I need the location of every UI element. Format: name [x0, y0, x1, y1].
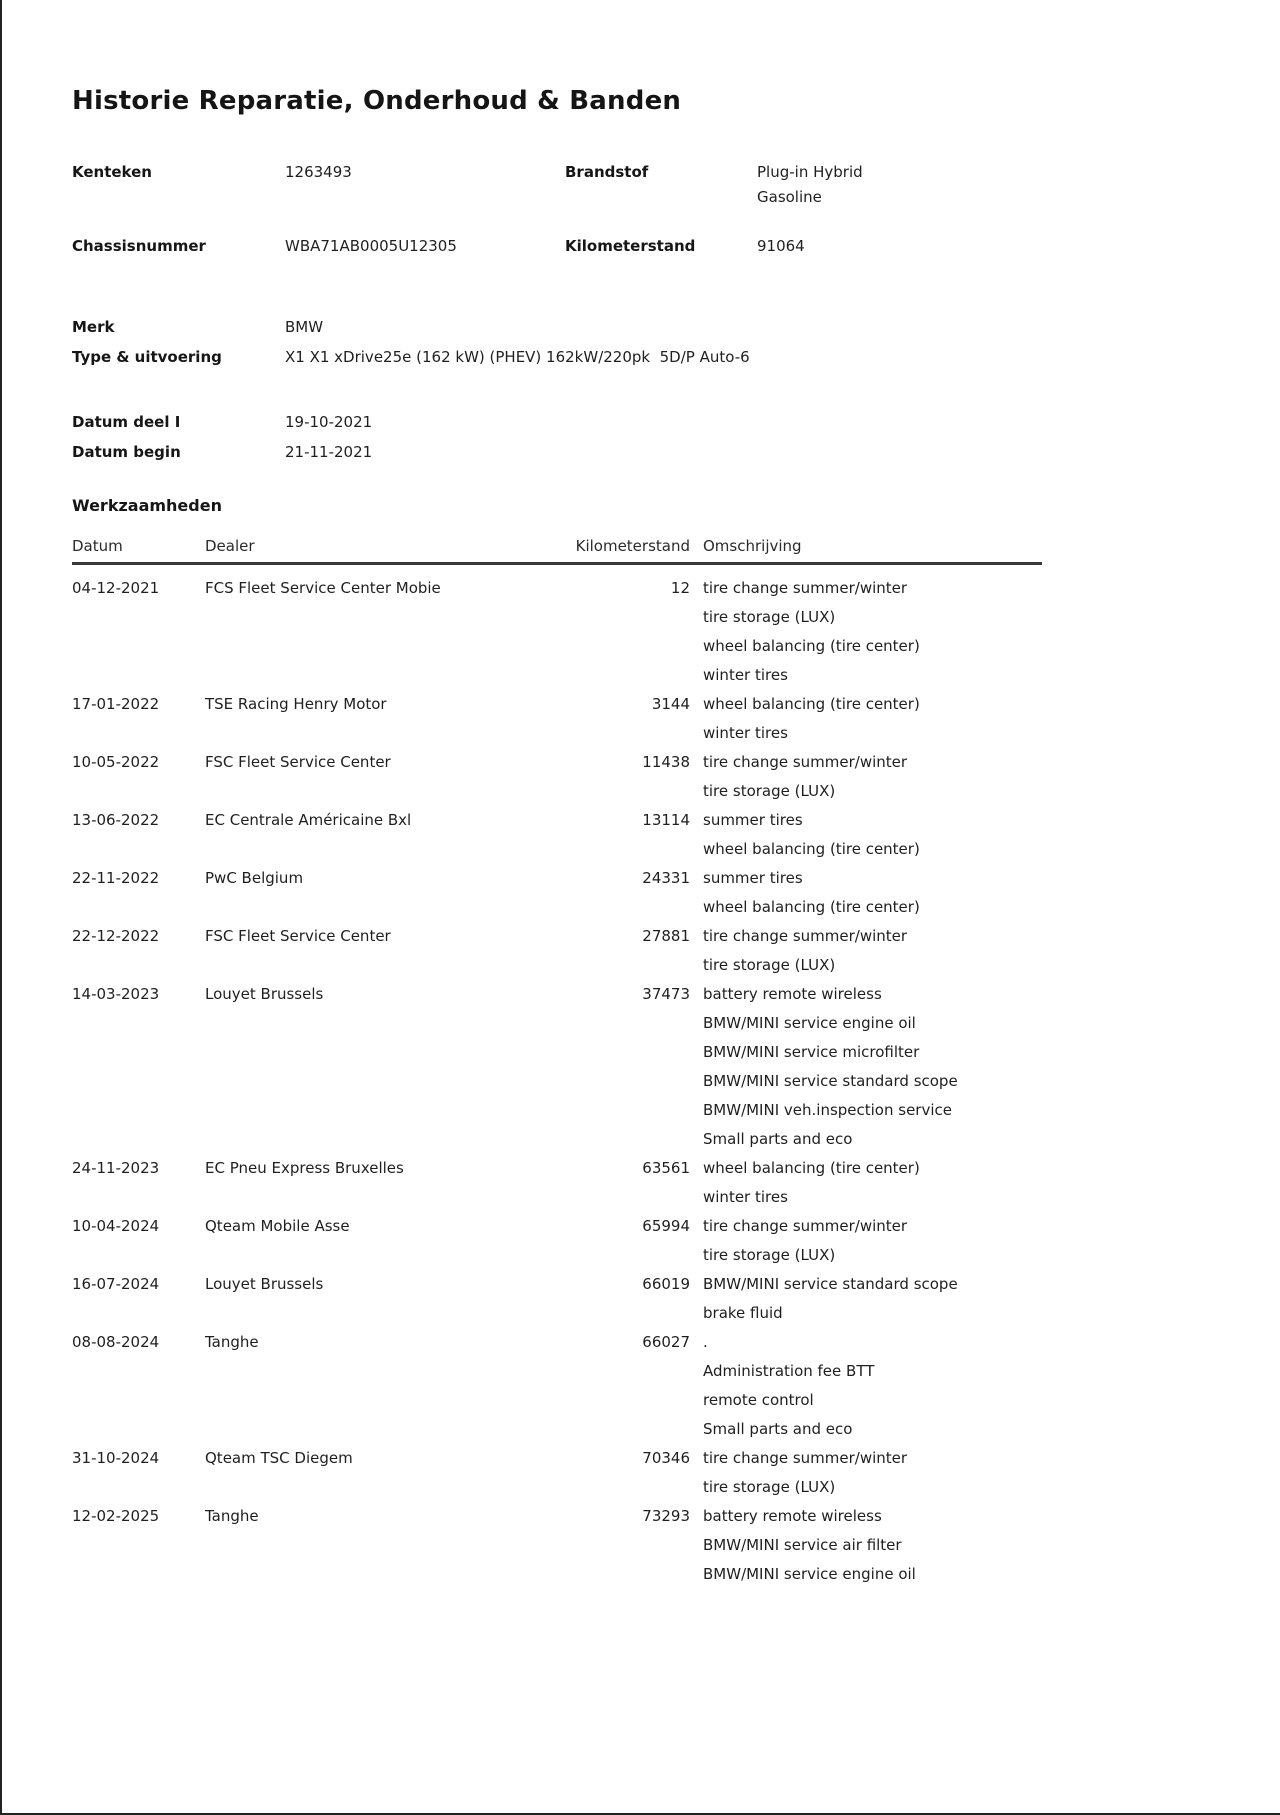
row-kilometerstand: 3144	[651, 695, 690, 713]
row-kilometerstand: 63561	[642, 1159, 690, 1177]
description-line: tire change summer/winter	[703, 753, 908, 771]
kilometerstand-value: 91064	[757, 237, 805, 255]
brandstof-label: Brandstof	[565, 163, 649, 181]
row-descriptions	[690, 1270, 1042, 1328]
row-descriptions	[690, 980, 1042, 1154]
row-kilometerstand: 65994	[642, 1217, 690, 1235]
table-row	[72, 1212, 1042, 1270]
table-row	[72, 1444, 1042, 1502]
row-date: 22-11-2022	[72, 869, 160, 887]
row-dealer: Louyet Brussels	[205, 1275, 324, 1293]
row-dealer: Qteam TSC Diegem	[205, 1449, 353, 1467]
description-line: tire change summer/winter	[703, 579, 908, 597]
description-line: summer tires	[703, 869, 803, 887]
row-descriptions	[690, 922, 1042, 980]
table-row	[72, 690, 1042, 748]
row-descriptions	[690, 690, 1042, 748]
row-kilometerstand: 37473	[642, 985, 690, 1003]
row-dealer: EC Centrale Américaine Bxl	[205, 811, 412, 829]
table-row	[72, 806, 1042, 864]
column-header-kilometerstand: Kilometerstand	[575, 537, 690, 555]
merk-value: BMW	[285, 318, 324, 336]
table-row	[72, 980, 1042, 1154]
row-kilometerstand: 27881	[642, 927, 690, 945]
description-line: tire change summer/winter	[703, 1217, 908, 1235]
row-date: 16-07-2024	[72, 1275, 160, 1293]
row-dealer: FSC Fleet Service Center	[205, 927, 391, 945]
row-dealer: FSC Fleet Service Center	[205, 753, 391, 771]
description-line: winter tires	[703, 724, 788, 742]
kenteken-label: Kenteken	[72, 163, 152, 181]
description-line: BMW/MINI service standard scope	[703, 1275, 958, 1293]
werkzaamheden-table	[72, 537, 1042, 1589]
description-line: Small parts and eco	[703, 1130, 853, 1148]
page-title: Historie Reparatie, Onderhoud & Banden	[72, 86, 682, 116]
chassisnummer-value: WBA71AB0005U12305	[285, 237, 457, 255]
row-descriptions	[690, 1502, 1042, 1589]
row-date: 08-08-2024	[72, 1333, 160, 1351]
description-line: summer tires	[703, 811, 803, 829]
table-row	[72, 922, 1042, 980]
row-descriptions	[690, 574, 1042, 690]
row-dealer: Tanghe	[205, 1333, 259, 1351]
table-header-row	[72, 537, 1042, 565]
datum-deel-label: Datum deel I	[72, 413, 181, 431]
row-kilometerstand: 13114	[642, 811, 690, 829]
description-line: Administration fee BTT	[703, 1362, 875, 1380]
description-line: BMW/MINI service air filter	[703, 1536, 902, 1554]
kilometerstand-label: Kilometerstand	[565, 237, 696, 255]
description-line: Small parts and eco	[703, 1420, 853, 1438]
vehicle-info-grid	[72, 160, 1210, 283]
row-date: 04-12-2021	[72, 579, 160, 597]
brandstof-value: Plug-in Hybrid Gasoline	[757, 163, 863, 206]
row-descriptions	[690, 806, 1042, 864]
table-body	[72, 565, 1042, 1589]
chassisnummer-label: Chassisnummer	[72, 237, 206, 255]
row-date: 13-06-2022	[72, 811, 160, 829]
table-row	[72, 748, 1042, 806]
row-dealer: Qteam Mobile Asse	[205, 1217, 350, 1235]
row-descriptions	[690, 748, 1042, 806]
merk-label: Merk	[72, 318, 115, 336]
row-dealer: Louyet Brussels	[205, 985, 324, 1003]
description-line: BMW/MINI service microfilter	[703, 1043, 920, 1061]
row-date: 12-02-2025	[72, 1507, 160, 1525]
row-date: 22-12-2022	[72, 927, 160, 945]
column-header-datum: Datum	[72, 537, 123, 555]
table-row	[72, 1502, 1042, 1589]
row-descriptions	[690, 1154, 1042, 1212]
description-line: tire change summer/winter	[703, 1449, 908, 1467]
row-date: 10-04-2024	[72, 1217, 160, 1235]
row-dealer: Tanghe	[205, 1507, 259, 1525]
description-line: BMW/MINI service engine oil	[703, 1014, 916, 1032]
datum-begin-label: Datum begin	[72, 443, 181, 461]
row-kilometerstand: 66027	[642, 1333, 690, 1351]
row-date: 24-11-2023	[72, 1159, 160, 1177]
row-kilometerstand: 73293	[642, 1507, 690, 1525]
description-line: .	[703, 1333, 708, 1351]
table-row	[72, 1328, 1042, 1444]
description-line: tire storage (LUX)	[703, 956, 836, 974]
description-line: winter tires	[703, 1188, 788, 1206]
description-line: BMW/MINI service standard scope	[703, 1072, 958, 1090]
description-line: tire storage (LUX)	[703, 608, 836, 626]
row-kilometerstand: 66019	[642, 1275, 690, 1293]
row-kilometerstand: 24331	[642, 869, 690, 887]
row-date: 14-03-2023	[72, 985, 160, 1003]
description-line: battery remote wireless	[703, 985, 882, 1003]
description-line: BMW/MINI veh.inspection service	[703, 1101, 952, 1119]
description-line: battery remote wireless	[703, 1507, 882, 1525]
row-descriptions	[690, 864, 1042, 922]
table-row	[72, 574, 1042, 690]
description-line: BMW/MINI service engine oil	[703, 1565, 916, 1583]
description-line: tire storage (LUX)	[703, 1478, 836, 1496]
column-header-dealer: Dealer	[205, 537, 255, 555]
row-dealer: TSE Racing Henry Motor	[205, 695, 387, 713]
type-uitvoering-label: Type & uitvoering	[72, 348, 222, 366]
datum-deel-value: 19-10-2021	[285, 413, 373, 431]
description-line: wheel balancing (tire center)	[703, 1159, 920, 1177]
row-descriptions	[690, 1212, 1042, 1270]
description-line: tire change summer/winter	[703, 927, 908, 945]
description-line: wheel balancing (tire center)	[703, 695, 920, 713]
werkzaamheden-heading: Werkzaamheden	[72, 496, 222, 515]
row-dealer: EC Pneu Express Bruxelles	[205, 1159, 404, 1177]
row-descriptions	[690, 1328, 1042, 1444]
description-line: tire storage (LUX)	[703, 782, 836, 800]
datum-begin-value: 21-11-2021	[285, 443, 373, 461]
row-dealer: FCS Fleet Service Center Mobie	[205, 579, 441, 597]
column-header-omschrijving: Omschrijving	[703, 537, 802, 555]
row-date: 31-10-2024	[72, 1449, 160, 1467]
dates-info-grid	[72, 410, 1210, 470]
kenteken-value: 1263493	[285, 163, 352, 181]
row-dealer: PwC Belgium	[205, 869, 304, 887]
description-line: remote control	[703, 1391, 814, 1409]
description-line: tire storage (LUX)	[703, 1246, 836, 1264]
description-line: wheel balancing (tire center)	[703, 840, 920, 858]
row-date: 10-05-2022	[72, 753, 160, 771]
description-line: brake fluid	[703, 1304, 783, 1322]
description-line: winter tires	[703, 666, 788, 684]
row-kilometerstand: 11438	[642, 753, 690, 771]
row-kilometerstand: 70346	[642, 1449, 690, 1467]
row-kilometerstand: 12	[670, 579, 690, 597]
description-line: wheel balancing (tire center)	[703, 637, 920, 655]
table-row	[72, 864, 1042, 922]
row-date: 17-01-2022	[72, 695, 160, 713]
type-uitvoering-value: X1 X1 xDrive25e (162 kW) (PHEV) 162kW/220pk 5D/P Auto-6	[285, 348, 750, 366]
description-line: wheel balancing (tire center)	[703, 898, 920, 916]
table-row	[72, 1270, 1042, 1328]
table-row	[72, 1154, 1042, 1212]
row-descriptions	[690, 1444, 1042, 1502]
model-info-grid	[72, 315, 1210, 375]
